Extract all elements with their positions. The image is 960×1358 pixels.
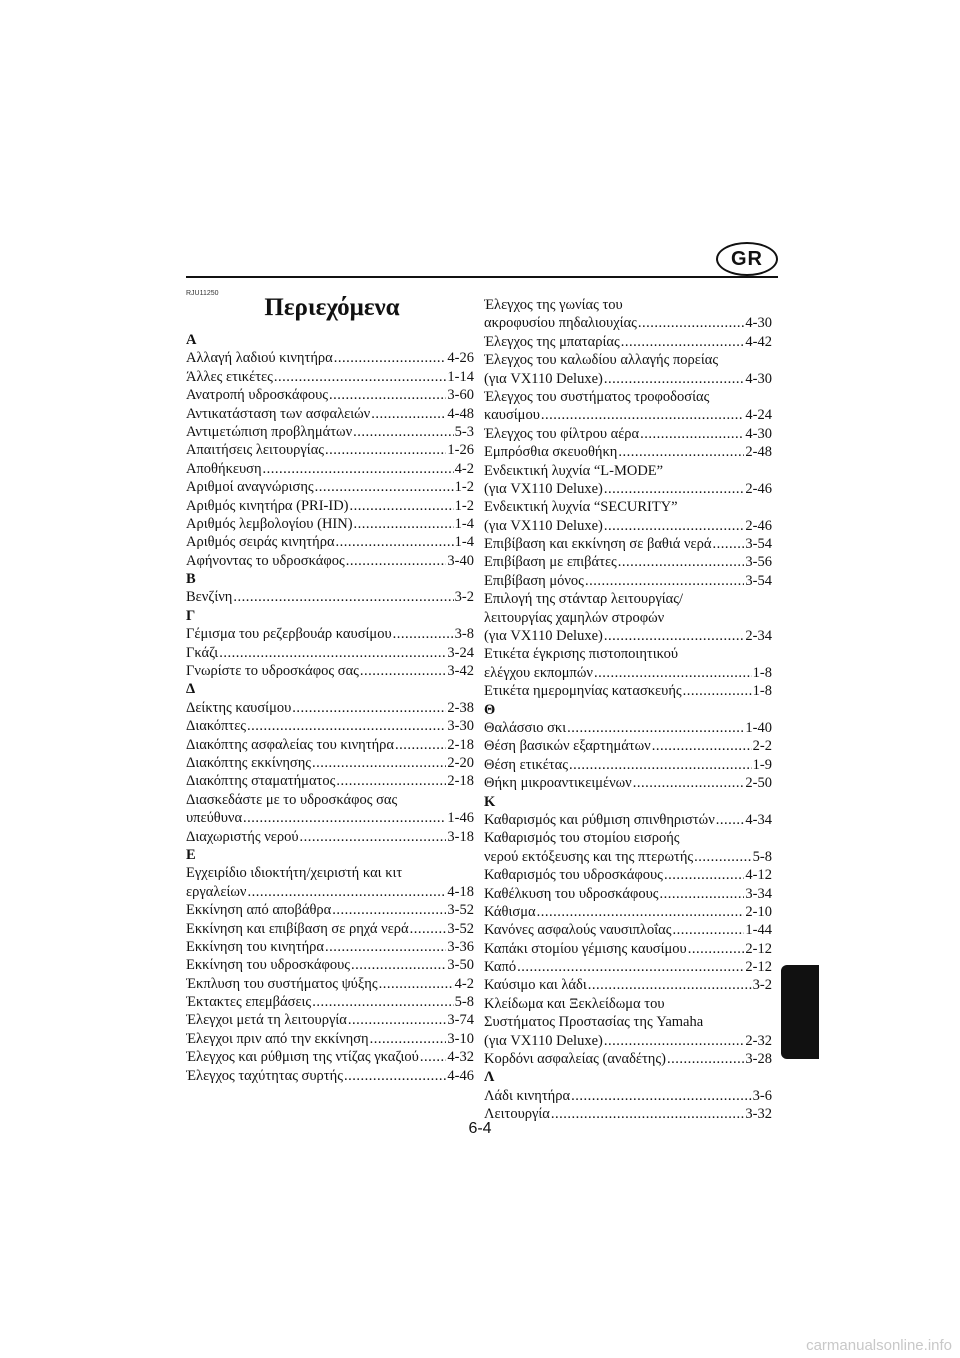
dot-leader: [395, 736, 446, 754]
index-entry-page: 4-32: [447, 1049, 474, 1066]
index-entry-text: Ανατροπή υδροσκάφους: [186, 387, 329, 404]
index-entry-text: λειτουργίας χαμηλών στροφών: [484, 609, 665, 626]
index-entry[interactable]: [186, 588, 474, 606]
index-entry-text: Επιλογή της στάνταρ λειτουργίας/: [484, 591, 684, 608]
index-entry-page: 1-4: [454, 515, 474, 532]
index-entry-text: Αριθμός κινητήρα (PRI-ID): [186, 497, 349, 514]
index-entry-page: 2-34: [745, 628, 772, 645]
dot-leader: [633, 774, 745, 792]
dot-leader: [569, 756, 752, 774]
index-entry[interactable]: [186, 368, 474, 386]
dot-leader: [410, 920, 447, 938]
index-entry-text: (για VX110 Deluxe): [484, 517, 603, 534]
index-entry-text: Απαιτήσεις λειτουργίας: [186, 442, 325, 459]
index-entry[interactable]: [186, 993, 474, 1011]
dot-leader: [247, 883, 446, 901]
index-entry-page: 4-12: [745, 867, 772, 884]
dot-leader: [334, 349, 447, 367]
index-entry-page: 3-10: [447, 1030, 474, 1047]
index-entry-page: 3-24: [447, 644, 474, 661]
index-entry-page: 5-8: [454, 994, 474, 1011]
dot-leader: [567, 719, 744, 737]
dot-leader: [420, 1048, 447, 1066]
index-entry-text: Εκκίνηση του κινητήρα: [186, 938, 325, 955]
index-entry-text: Κάθισμα: [484, 903, 536, 920]
index-entry-text: Γνωρίστε το υδροσκάφος σας: [186, 663, 359, 680]
index-entry-text: Έλεγχος και ρύθμιση της ντίζας γκαζιού: [186, 1049, 419, 1066]
dot-leader: [370, 1030, 447, 1048]
index-entry-page: 5-8: [752, 848, 772, 865]
document-code: RJU11250: [186, 290, 219, 297]
dot-leader: [688, 940, 745, 958]
index-entry-text: Εκκίνηση του υδροσκάφους: [186, 957, 351, 974]
header-rule: [186, 276, 778, 278]
index-entry[interactable]: [484, 885, 772, 903]
index-letter-heading: Δ: [186, 681, 196, 698]
index-entry[interactable]: [186, 699, 474, 717]
index-entry-text: Καπό: [484, 959, 517, 976]
index-entry-page: 4-46: [447, 1067, 474, 1084]
index-entry-page: 3-54: [745, 536, 772, 553]
index-entry[interactable]: [484, 756, 772, 774]
index-entry-text: (για VX110 Deluxe): [484, 1032, 603, 1049]
index-entry-text: Ενδεικτική λυχνία “SECURITY”: [484, 499, 678, 516]
index-entry-text: Αριθμός σειράς κινητήρα: [186, 534, 335, 551]
index-entry-page: 4-30: [745, 315, 772, 332]
index-entry-text: Βενζίνη: [186, 589, 233, 606]
dot-leader: [346, 552, 447, 570]
dot-leader: [336, 772, 446, 790]
dot-leader: [353, 423, 454, 441]
index-entry[interactable]: [186, 772, 474, 790]
index-entry-text: Έλεγχος του φίλτρου αέρα: [484, 425, 640, 442]
index-entry-text: Ετικέτα ημερομηνίας κατασκευής: [484, 683, 682, 700]
dot-leader: [664, 866, 744, 884]
index-entry-page: 2-20: [447, 754, 474, 771]
language-badge: GR: [716, 242, 778, 276]
dot-leader: [604, 627, 745, 645]
dot-leader: [660, 885, 745, 903]
index-entry[interactable]: [484, 774, 772, 792]
index-entry-text: Διασκεδάστε με το υδροσκάφος σας: [186, 791, 398, 808]
index-entry-page: 3-50: [447, 957, 474, 974]
index-letter-heading: Ε: [186, 846, 196, 863]
index-entry[interactable]: [186, 405, 474, 423]
index-entry-page: 4-18: [447, 883, 474, 900]
index-entry-text: Κορδόνι ασφαλείας (αναδέτης): [484, 1051, 666, 1068]
index-letter-heading: Λ: [484, 1069, 495, 1086]
dot-leader: [621, 333, 745, 351]
index-entry-page: 2-48: [745, 444, 772, 461]
index-entry-page: 3-18: [447, 828, 474, 845]
index-entry[interactable]: [186, 478, 474, 496]
index-entry[interactable]: [484, 921, 772, 939]
index-entry-page: 1-44: [745, 922, 772, 939]
index-entry-text: Θέση ετικέτας: [484, 756, 568, 773]
index-entry-text: Αντικατάσταση των ασφαλειών: [186, 405, 371, 422]
index-entry-text: (για VX110 Deluxe): [484, 628, 603, 645]
index-entry-text: Έλεγχος ταχύτητας συρτής: [186, 1067, 343, 1084]
index-entry-text: Καύσιμο και λάδι: [484, 977, 587, 994]
index-entry-text: Γκάζι: [186, 644, 219, 661]
index-entry[interactable]: [186, 662, 474, 680]
index-entry[interactable]: [484, 737, 772, 755]
index-entry[interactable]: [186, 460, 474, 478]
index-column-left: [186, 331, 474, 1085]
index-entry-text: νερού εκτόξευσης και της πτερωτής: [484, 848, 694, 865]
index-entry[interactable]: [484, 829, 772, 866]
index-entry-text: Καθαρισμός και ρύθμιση σπινθηριστών: [484, 811, 715, 828]
index-entry[interactable]: [484, 940, 772, 958]
dot-leader: [371, 405, 446, 423]
index-entry[interactable]: [186, 828, 474, 846]
index-entry[interactable]: [186, 497, 474, 515]
index-entry[interactable]: [186, 938, 474, 956]
index-entry-text: Θαλάσσιο σκι: [484, 719, 567, 736]
index-entry-page: 3-32: [745, 1106, 772, 1123]
dot-leader: [537, 903, 745, 921]
index-entry[interactable]: [484, 333, 772, 351]
index-entry-text: Επιβίβαση με επιβάτες: [484, 554, 617, 571]
index-entry[interactable]: [186, 1067, 474, 1085]
index-entry-text: Κανόνες ασφαλούς ναυσιπλοΐας: [484, 922, 672, 939]
index-entry-page: 2-2: [752, 738, 772, 755]
index-entry[interactable]: [186, 644, 474, 662]
index-entry[interactable]: [484, 719, 772, 737]
index-entry-text: Γέμισμα του ρεζερβουάρ καυσίμου: [186, 626, 392, 643]
index-entry-text: Έκπλυση του συστήματος ψύξης: [186, 975, 378, 992]
dot-leader: [712, 535, 744, 553]
page-number: 6-4: [468, 1120, 492, 1137]
section-tab: [781, 965, 819, 1059]
index-entry-page: 3-6: [752, 1087, 772, 1104]
dot-leader: [325, 441, 446, 459]
index-entry[interactable]: [484, 351, 772, 388]
index-entry-text: Έλεγχος του καλωδίου αλλαγής πορείας: [484, 352, 719, 369]
index-entry[interactable]: [484, 1087, 772, 1105]
index-entry[interactable]: [186, 441, 474, 459]
index-entry[interactable]: [186, 1048, 474, 1066]
index-entry-text: Έλεγχος του συστήματος τροφοδοσίας: [484, 388, 710, 405]
index-entry-page: 3-36: [447, 938, 474, 955]
dot-leader: [344, 1067, 446, 1085]
index-entry-text: (για VX110 Deluxe): [484, 370, 603, 387]
index-entry-page: 1-9: [752, 756, 772, 773]
index-entry-text: Καπάκι στομίου γέμισης καυσίμου: [484, 940, 687, 957]
index-letter-heading: Θ: [484, 701, 496, 718]
index-entry-page: 2-46: [745, 480, 772, 497]
index-entry-page: 4-34: [745, 811, 772, 828]
index-entry-text: Θήκη μικροαντικειμένων: [484, 775, 632, 792]
dot-leader: [604, 480, 745, 498]
dot-leader: [350, 497, 454, 515]
index-entry-page: 1-26: [447, 442, 474, 459]
index-entry-page: 4-24: [745, 407, 772, 424]
index-entry-text: Αριθμός λεμβολογίου (HIN): [186, 515, 353, 532]
dot-leader: [667, 1050, 744, 1068]
index-entry[interactable]: [484, 388, 772, 425]
index-entry-text: Εμπρόσθια σκευοθήκη: [484, 444, 618, 461]
index-entry-page: 2-12: [745, 959, 772, 976]
index-entry-page: 2-32: [745, 1032, 772, 1049]
index-entry[interactable]: [186, 791, 474, 828]
index-entry-page: 1-46: [447, 810, 474, 827]
index-entry-text: Έλεγχοι μετά τη λειτουργία: [186, 1012, 347, 1029]
index-entry[interactable]: [484, 590, 772, 645]
index-entry-page: 2-18: [447, 773, 474, 790]
index-entry[interactable]: [186, 901, 474, 919]
index-entry-text: Διακόπτης ασφαλείας του κινητήρα: [186, 736, 394, 753]
index-entry-text: Εκκίνηση και επιβίβαση σε ρηχά νερά: [186, 920, 409, 937]
index-entry-page: 1-8: [752, 664, 772, 681]
dot-leader: [312, 993, 453, 1011]
index-entry-text: Δείκτης καυσίμου: [186, 699, 292, 716]
dot-leader: [325, 938, 446, 956]
index-letter-heading: Κ: [484, 793, 496, 810]
index-entry-text: Έλεγχοι πριν από την εκκίνηση: [186, 1030, 369, 1047]
index-entry[interactable]: [186, 552, 474, 570]
index-entry[interactable]: [186, 625, 474, 643]
index-entry[interactable]: [484, 462, 772, 499]
index-entry-page: 1-4: [454, 534, 474, 551]
index-entry-page: 3-28: [745, 1051, 772, 1068]
dot-leader: [517, 958, 744, 976]
index-entry[interactable]: [186, 515, 474, 533]
index-entry-text: υπεύθυνα: [186, 810, 243, 827]
index-entry-text: Καθαρισμός του στομίου εισροής: [484, 830, 680, 847]
dot-leader: [348, 1011, 447, 1029]
index-entry-page: 4-30: [745, 370, 772, 387]
index-entry-page: 3-56: [745, 554, 772, 571]
index-entry[interactable]: [186, 533, 474, 551]
dot-leader: [638, 314, 745, 332]
index-entry-page: 3-74: [447, 1012, 474, 1029]
index-entry[interactable]: [484, 682, 772, 700]
index-entry-page: 3-34: [745, 885, 772, 902]
index-entry[interactable]: [186, 423, 474, 441]
index-entry[interactable]: [484, 553, 772, 571]
index-entry-page: 4-26: [447, 350, 474, 367]
index-entry[interactable]: [186, 386, 474, 404]
dot-leader: [541, 406, 745, 424]
index-entry[interactable]: [186, 1030, 474, 1048]
index-entry[interactable]: [484, 425, 772, 443]
index-entry-text: (για VX110 Deluxe): [484, 480, 603, 497]
dot-leader: [292, 699, 446, 717]
dot-leader: [315, 478, 454, 496]
index-entry-text: Αντιμετώπιση προβλημάτων: [186, 423, 353, 440]
index-entry-text: Επιβίβαση και εκκίνηση σε βαθιά νερά: [484, 536, 712, 553]
dot-leader: [618, 443, 744, 461]
index-entry-text: Διακόπτης σταματήματος: [186, 773, 336, 790]
index-entry-page: 1-2: [454, 479, 474, 496]
dot-leader: [640, 425, 744, 443]
dot-leader: [652, 737, 752, 755]
index-letter-heading: Β: [186, 571, 196, 588]
dot-leader: [329, 386, 446, 404]
index-entry[interactable]: [186, 975, 474, 993]
index-entry-text: καυσίμου: [484, 407, 540, 424]
index-entry-text: Λειτουργία: [484, 1106, 550, 1123]
index-entry[interactable]: [484, 645, 772, 682]
index-entry-page: 1-40: [745, 719, 772, 736]
index-letter-heading: Α: [186, 332, 197, 348]
index-entry-page: 3-42: [447, 663, 474, 680]
index-entry-page: 2-50: [745, 775, 772, 792]
dot-leader: [360, 662, 446, 680]
index-entry-text: Αποθήκευση: [186, 460, 262, 477]
index-entry-text: Ενδεικτική λυχνία “L-MODE”: [484, 462, 664, 479]
dot-leader: [585, 572, 744, 590]
dot-leader: [247, 717, 446, 735]
index-letter-heading: Γ: [186, 607, 196, 624]
index-entry[interactable]: [484, 296, 772, 333]
index-entry-text: Διαχωριστής νερού: [186, 828, 299, 845]
index-entry-page: 3-54: [745, 572, 772, 589]
index-entry-page: 4-30: [745, 425, 772, 442]
dot-leader: [263, 460, 454, 478]
index-entry-text: Έλεγχος της μπαταρίας: [484, 333, 620, 350]
index-entry-text: Επιβίβαση μόνος: [484, 572, 584, 589]
index-entry-text: εργαλείων: [186, 883, 247, 900]
index-entry[interactable]: [186, 1011, 474, 1029]
dot-leader: [716, 811, 745, 829]
index-entry-text: Κλείδωμα και Ξεκλείδωμα του: [484, 995, 665, 1012]
index-entry[interactable]: [186, 920, 474, 938]
dot-leader: [354, 515, 454, 533]
dot-leader: [594, 664, 752, 682]
index-entry[interactable]: [484, 976, 772, 994]
index-entry-page: 2-18: [447, 736, 474, 753]
dot-leader: [233, 588, 453, 606]
index-entry-page: 4-48: [447, 405, 474, 422]
index-column-right: [484, 296, 772, 1124]
index-entry-page: 4-42: [745, 333, 772, 350]
dot-leader: [618, 553, 745, 571]
dot-leader: [694, 848, 752, 866]
index-entry-text: ακροφυσίου πηδαλιουχίας: [484, 315, 637, 332]
page-title: Περιεχόμενα: [264, 294, 400, 321]
index-entry-text: Θέση βασικών εξαρτημάτων: [484, 738, 651, 755]
index-entry-text: Αλλαγή λαδιού κινητήρα: [186, 350, 333, 367]
index-entry-page: 4-2: [454, 975, 474, 992]
index-entry-page: 4-2: [454, 460, 474, 477]
dot-leader: [683, 682, 752, 700]
index-entry-text: Λάδι κινητήρα: [484, 1087, 571, 1104]
index-entry[interactable]: [484, 811, 772, 829]
dot-leader: [604, 370, 745, 388]
index-entry-text: ελέγχου εκπομπών: [484, 664, 593, 681]
index-entry-text: Αφήνοντας το υδροσκάφος: [186, 552, 345, 569]
dot-leader: [219, 644, 446, 662]
dot-leader: [312, 754, 446, 772]
index-entry-text: Διακόπτης εκκίνησης: [186, 754, 312, 771]
index-entry-page: 3-30: [447, 718, 474, 735]
dot-leader: [588, 976, 752, 994]
index-entry-text: Συστήματος Προστασίας της Yamaha: [484, 1014, 704, 1031]
index-entry-page: 3-52: [447, 902, 474, 919]
index-entry-page: 3-8: [454, 626, 474, 643]
index-entry-page: 1-14: [447, 368, 474, 385]
dot-leader: [571, 1087, 752, 1105]
index-entry-text: Έλεγχος της γωνίας του: [484, 297, 623, 313]
index-entry-page: 3-60: [447, 387, 474, 404]
index-entry-text: Έκτακτες επεμβάσεις: [186, 994, 312, 1011]
index-entry-text: Άλλες ετικέτες: [186, 368, 273, 385]
dot-leader: [351, 956, 446, 974]
index-entry[interactable]: [484, 995, 772, 1050]
dot-leader: [393, 625, 454, 643]
dot-leader: [243, 809, 446, 827]
index-entry[interactable]: [484, 903, 772, 921]
dot-leader: [604, 1032, 745, 1050]
dot-leader: [379, 975, 454, 993]
index-entry[interactable]: [186, 717, 474, 735]
index-entry-text: Εγχειρίδιο ιδιοκτήτη/χειριστή και κιτ: [186, 865, 403, 882]
index-entry-text: Εκκίνηση από αποβάθρα: [186, 902, 332, 919]
index-entry-page: 3-2: [752, 977, 772, 994]
index-entry[interactable]: [484, 498, 772, 535]
index-entry-page: 2-12: [745, 940, 772, 957]
index-entry-text: Αριθμοί αναγνώρισης: [186, 479, 314, 496]
index-entry-page: 3-40: [447, 552, 474, 569]
index-entry-text: Διακόπτες: [186, 718, 247, 735]
watermark-footer: carmanualsonline.info: [806, 1337, 952, 1354]
index-entry[interactable]: [484, 443, 772, 461]
dot-leader: [336, 533, 454, 551]
index-entry[interactable]: [186, 754, 474, 772]
index-entry-page: 3-52: [447, 920, 474, 937]
index-entry[interactable]: [484, 866, 772, 884]
index-entry-page: 2-38: [447, 699, 474, 716]
dot-leader: [672, 921, 744, 939]
index-entry-page: 3-2: [454, 589, 474, 606]
dot-leader: [604, 517, 745, 535]
index-entry-page: 2-10: [745, 903, 772, 920]
index-entry-page: 1-2: [454, 497, 474, 514]
index-entry[interactable]: [484, 572, 772, 590]
index-entry[interactable]: [484, 535, 772, 553]
index-entry[interactable]: [186, 736, 474, 754]
index-entry-text: Ετικέτα έγκρισης πιστοποιητικού: [484, 646, 679, 663]
dot-leader: [274, 368, 447, 386]
index-entry-page: 1-8: [752, 683, 772, 700]
index-entry[interactable]: [484, 1050, 772, 1068]
index-entry-page: 2-46: [745, 517, 772, 534]
index-entry[interactable]: [484, 958, 772, 976]
index-entry[interactable]: [186, 956, 474, 974]
index-entry-text: Καθέλκυση του υδροσκάφους: [484, 885, 659, 902]
index-entry[interactable]: [186, 349, 474, 367]
dot-leader: [332, 901, 446, 919]
index-entry-text: Καθαρισμός του υδροσκάφους: [484, 867, 663, 884]
dot-leader: [300, 828, 447, 846]
index-entry-page: 5-3: [454, 423, 474, 440]
index-entry[interactable]: [186, 864, 474, 901]
